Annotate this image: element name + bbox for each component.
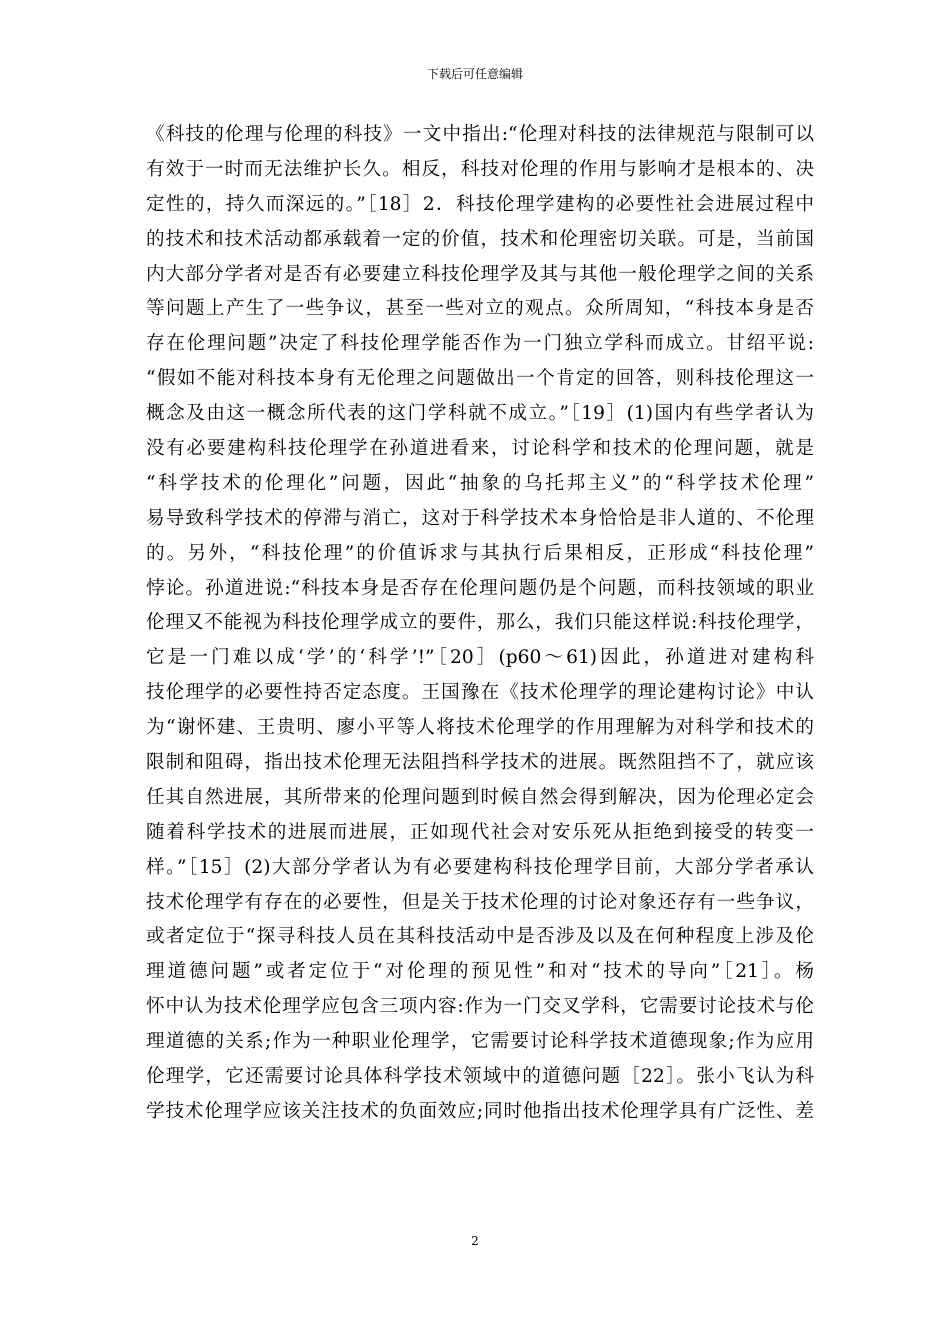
text-line: 没有必要建构科技伦理学在孙道进看来，讨论科学和技术的伦理问题，就是 xyxy=(146,438,814,460)
text-line: 为“谢怀建、王贵明、廖小平等人将技术伦理学的作用理解为对科学和技术的 xyxy=(146,717,814,739)
text-line: 的技术和技术活动都承载着一定的价值，技术和伦理密切关联。可是，当前国 xyxy=(146,228,814,250)
text-line: 悖论。孙道进说:“科技本身是否存在伦理问题仍是个问题，而科技领域的职业 xyxy=(146,577,814,599)
text-line: “假如不能对科技本身有无伦理之问题做出一个肯定的回答，则科技伦理这一 xyxy=(146,368,814,390)
text-line: 等问题上产生了一些争议，甚至一些对立的观点。众所周知，“科技本身是否 xyxy=(146,298,814,320)
text-line: 有效于一时而无法维护长久。相反，科技对伦理的作用与影响才是根本的、决 xyxy=(146,158,814,180)
text-line: 概念及由这一概念所代表的这门学科就不成立。”［19］(1)国内有些学者认为 xyxy=(146,403,814,425)
text-line: 或者定位于“探寻科技人员在其科技活动中是否涉及以及在何种程度上涉及伦 xyxy=(146,926,814,948)
text-line: 的。另外，“科技伦理”的价值诉求与其执行后果相反，正形成“科技伦理” xyxy=(146,542,814,564)
text-line: 怀中认为技术伦理学应包含三项内容:作为一门交叉学科，它需要讨论技术与伦 xyxy=(146,996,814,1018)
text-line: 理道德问题”或者定位于“对伦理的预见性”和对“技术的导向”［21］。杨 xyxy=(146,961,814,983)
text-line: 它是一门难以成‘学’的‘科学’!”［20］(p60～61)因此，孙道进对建构科 xyxy=(146,647,814,669)
text-line: 随着科学技术的进展而进展，正如现代社会对安乐死从拒绝到接受的转变一 xyxy=(146,821,814,843)
text-line: 学技术伦理学应该关注技术的负面效应;同时他指出技术伦理学具有广泛性、差 xyxy=(146,1100,814,1122)
text-line: 伦理又不能视为科技伦理学成立的要件，那么，我们只能这样说:科技伦理学， xyxy=(146,612,814,634)
text-line: 限制和阻碍，指出技术伦理无法阻挡科学技术的进展。既然阻挡不了，就应该 xyxy=(146,752,814,774)
text-line: 内大部分学者对是否有必要建立科技伦理学及其与其他一般伦理学之间的关系 xyxy=(146,263,814,285)
text-line: 任其自然进展，其所带来的伦理问题到时候自然会得到解决，因为伦理必定会 xyxy=(146,786,814,808)
page-header: 下载后可任意编辑 xyxy=(426,67,523,81)
text-line: 理道德的关系;作为一种职业伦理学，它需要讨论科学技术道德现象;作为应用 xyxy=(146,1031,814,1053)
text-line: 技伦理学的必要性持否定态度。王国豫在《技术伦理学的理论建构讨论》中认 xyxy=(146,682,814,704)
page-number: 2 xyxy=(471,1234,479,1248)
text-line: 技术伦理学有存在的必要性，但是关于技术伦理的讨论对象还存有一些争议， xyxy=(146,891,814,913)
text-line: “科学技术的伦理化”问题，因此“抽象的乌托邦主义”的“科学技术伦理” xyxy=(146,472,814,494)
text-line: 易导致科学技术的停滞与消亡，这对于科学技术本身恰恰是非人道的、不伦理 xyxy=(146,507,814,529)
text-line: 《科技的伦理与伦理的科技》一文中指出:“伦理对科技的法律规范与限制可以 xyxy=(146,124,814,145)
body-text xyxy=(146,118,814,1130)
text-line: 存在伦理问题”决定了科技伦理学能否作为一门独立学科而成立。甘绍平说: xyxy=(146,333,814,355)
text-line: 定性的，持久而深远的。”［18］2．科技伦理学建构的必要性社会进展过程中 xyxy=(146,193,814,215)
text-line: 伦理学，它还需要讨论具体科学技术领域中的道德问题［22］。张小飞认为科 xyxy=(146,1066,814,1088)
text-line: 样。”［15］(2)大部分学者认为有必要建构科技伦理学目前，大部分学者承认 xyxy=(146,856,814,878)
